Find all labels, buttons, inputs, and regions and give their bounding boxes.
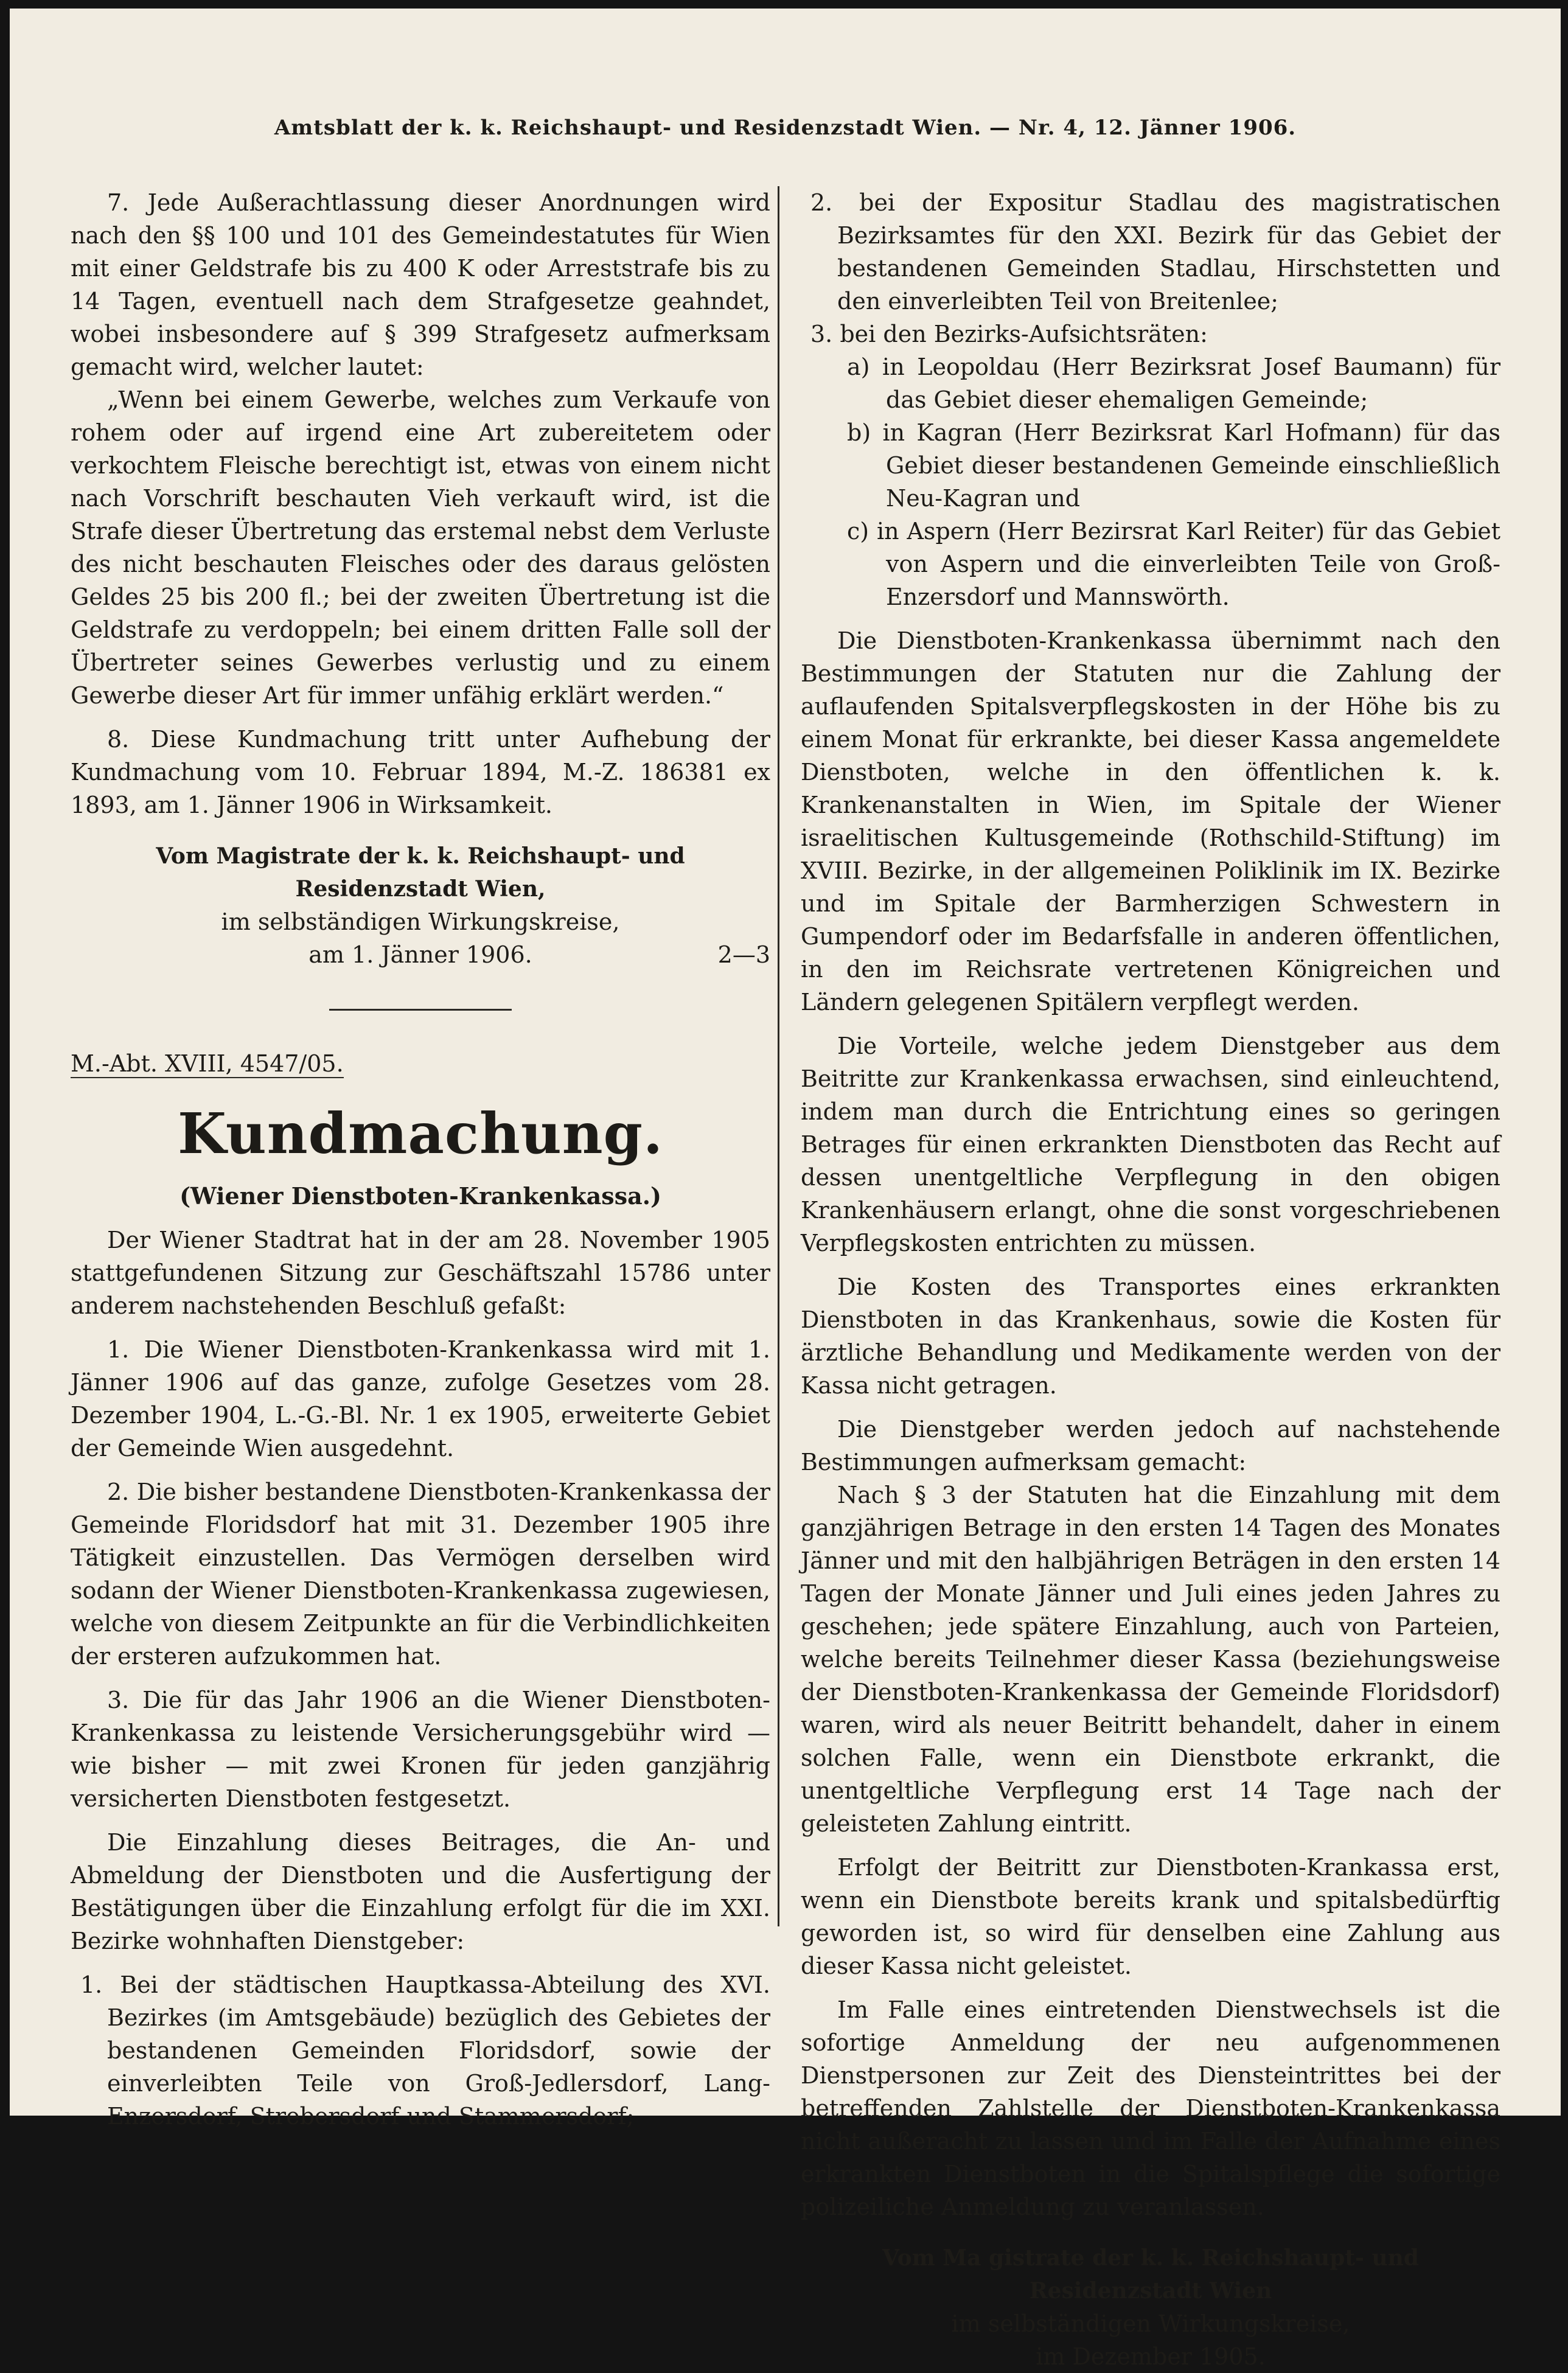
notice-paragraph: Die Dienstgeber werden jedoch auf nachstehende Bestimmungen aufmerksam gemacht:	[801, 1416, 1500, 1476]
right-column	[801, 186, 1500, 2373]
date-right: im Dezember 1905.	[1036, 2343, 1266, 2370]
item-1: 1. Die Wiener Dienstboten-Krankenkassa wird mit 1. Jänner 1906 auf das ganze, zufolge Gesetzes vom 28. Dezember 1904, L.-G.-Bl. Nr. 1 ex 1905, erweiterte Gebiet der Gemeinde Wien ausgedehnt.	[71, 1336, 770, 1462]
service-change-paragraph: Im Falle eines eintretenden Dienstwechsels ist die sofortige Anmeldung der neu aufgenommenen Dienstpersonen zur Zeit des Diensteintrittes bei der betreffenden Zahlstelle der Dienstboten-Krankenkassa nicht außeracht zu lassen und im Falle der Aufnahme eines erkrankten Dienstboten in die Spitalspflege die sofortige polizeiliche Anmeldung zu veranlassen.	[801, 1996, 1500, 2220]
statute-paragraph: Nach § 3 der Statuten hat die Einzahlung mit dem ganzjährigen Betrage in den ersten 14 Tagen des Monates Jänner und mit den halbjährigen Beträgen in den ersten 14 Tagen der Monate Jänner und Juli eines jeden Jahres zu geschehen; jede spätere Einzahlung, auch von Parteien, welche bereits Teilnehmer dieser Kassa (beziehungsweise der Dienstboten-Krankenkassa der Gemeinde Floridsdorf) waren, wird als neuer Beitritt behandelt, daher in einem solchen Falle, wenn ein Dienstbote erkrankt, die unentgeltliche Verpflegung erst 14 Tage nach der geleisteten Zahlung eintritt.	[801, 1482, 1500, 1837]
section-divider	[329, 1009, 512, 1011]
signature-subline-right: im selbständigen Wirkungskreise,	[951, 2310, 1350, 2337]
paragraph-7: 7. Jede Außerachtlassung dieser Anordnungen wird nach den §§ 100 und 101 des Gemeindestatutes für Wien mit einer Geldstrafe bis zu 400 K oder Arreststrafe bis zu 14 Tagen, eventuell nach dem Strafgesetze geahndet, wobei insbesondere auf § 399 Strafgesetz aufmerksam gemacht wird, welcher lautet:	[71, 189, 770, 380]
payment-location-1: 1. Bei der städtischen Hauptkassa-Abteilung des XVI. Bezirkes (im Amtsgebäude) bezüglich des Gebietes der bestandenen Gemeinden Floridsdorf, sowie der einverleibten Teile von Groß-Jedlersdorf, Lang-Enzersdorf, Strebersdorf und Stammersdorf;	[80, 1971, 770, 2130]
signature-line: Vom Magistrate der k. k. Reichshaupt- und Residenzstadt Wien,	[156, 843, 685, 902]
dateline	[71, 938, 770, 971]
payment-paragraph: Die Einzahlung dieses Beitrages, die An- und Abmeldung der Dienstboten und die Ausfertigung der Bestätigungen über die Einzahlung erfolgt für die im XXI. Bezirke wohnhaften Dienstgeber:	[71, 1829, 770, 1954]
signature-line-right: Vom Ma gistrate der k. k. Reichshaupt- und Residenzstadt Wien	[882, 2245, 1419, 2304]
location-3a: a) in Leopoldau (Herr Bezirksrat Josef Baumann) für das Gebiet dieser ehemaligen Gemeinde;	[847, 354, 1500, 413]
advantages-paragraph: Die Vorteile, welche jedem Dienstgeber aus dem Beitritte zur Krankenkassa erwachsen, sind einleuchtend, indem man durch die Entrichtung eines so geringen Betrages für einen erkrankten Dienstboten das Recht auf dessen unentgeltliche Verpflegung in den obigen Krankenhäusern erlangt, ohne die sonst vorgeschriebenen Verpflegskosten entrichten zu müssen.	[801, 1033, 1500, 1256]
quote-paragraph: „Wenn bei einem Gewerbe, welches zum Verkaufe von rohem oder auf irgend eine Art zubereitetem oder verkochtem Fleische berechtigt ist, etwas von einem nicht nach Vorschrift beschauten Vieh verkauft wird, ist die Strafe dieser Übertretung das erstemal nebst dem Verluste des nicht beschauten Fleisches oder des daraus gelösten Geldes 25 bis 200 fl.; bei der zweiten Übertretung ist die Geldstrafe zu verdoppeln; bei einem dritten Falle soll der Übertreter seines Gewerbes verlustig und zu einem Gewerbe dieser Art für immer unfähig erklärt werden.“	[71, 386, 770, 709]
section-title: Kundmachung.	[177, 1101, 664, 1166]
column-divider	[778, 186, 779, 1926]
late-joining-paragraph: Erfolgt der Beitritt zur Dienstboten-Krankassa erst, wenn ein Dienstbote bereits krank und spitalsbedürftig geworden ist, so wird für denselben eine Zahlung aus dieser Kassa nicht geleistet.	[801, 1854, 1500, 1979]
item-3: 3. Die für das Jahr 1906 an die Wiener Dienstboten-Krankenkassa zu leistende Versicherungsgebühr wird — wie bisher — mit zwei Kronen für jeden ganzjährig versicherten Dienstboten festgesetzt.	[71, 1687, 770, 1812]
costs-paragraph: Die Kosten des Transportes eines erkrankten Dienstboten in das Krankenhaus, sowie die Kosten für ärztliche Behandlung und Medikamente werden von der Kassa nicht getragen.	[801, 1274, 1500, 1399]
location-3c: c) in Aspern (Herr Bezirsrat Karl Reiter) für das Gebiet von Aspern und die einverleibten Teile von Groß-Enzersdorf und Mannswörth.	[847, 518, 1500, 610]
issue-number: 2—3	[717, 941, 770, 968]
date-text: am 1. Jänner 1906.	[308, 941, 532, 968]
item-2: 2. Die bisher bestandene Dienstboten-Krankenkassa der Gemeinde Floridsdorf hat mit 31. Dezember 1905 ihre Tätigkeit einzustellen. Das Vermögen derselben wird sodann der Wiener Dienstboten-Krankenkassa zugewiesen, welche von diesem Zeitpunkte an für die Verbindlichkeiten der ersteren aufzukommen hat.	[71, 1479, 770, 1670]
reference-text: M.-Abt. XVIII, 4547/05.	[71, 1050, 344, 1077]
paragraph-8: 8. Diese Kundmachung tritt unter Aufhebung der Kundmachung vom 10. Februar 1894, M.-Z. 186381 ex 1893, am 1. Jänner 1906 in Wirksamkeit.	[71, 726, 770, 818]
coverage-paragraph: Die Dienstboten-Krankenkassa übernimmt nach den Bestimmungen der Statuten nur die Zahlung der auflaufenden Spitalsverpflegskosten in der Höhe bis zu einem Monat für erkrankte, bei dieser Kassa angemeldete Dienstboten, welche in den öffentlichen k. k. Krankenanstalten in Wien, im Spitale der Wiener israelitischen Kultusgemeinde (Rothschild-Stiftung) im XVIII. Bezirke, in der allgemeinen Poliklinik im IX. Bezirke und im Spitale der Barmherzigen Schwestern in Gumpendorf oder im Bedarfsfalle in anderen öffentlichen, in den im Reichsrate vertretenen Königreichen und Ländern gelegenen Spitälern verpflegt werden.	[801, 627, 1500, 1016]
signature-subline: im selbständigen Wirkungskreise,	[221, 908, 620, 935]
payment-location-2: 2. bei der Expositur Stadlau des magistratischen Bezirksamtes für den XXI. Bezirk für das Gebiet der bestandenen Gemeinden Stadlau, Hirschstetten und den einverleibten Teil von Breitenlee;	[810, 189, 1500, 315]
reference-number	[71, 1047, 770, 1080]
document-page	[10, 9, 1561, 2370]
location-3b: b) in Kagran (Herr Bezirksrat Karl Hofmann) für das Gebiet dieser bestandenen Gemeinde einschließlich Neu-Kagran und	[847, 419, 1500, 512]
section-subtitle: (Wiener Dienstboten-Krankenkassa.)	[179, 1182, 661, 1210]
left-column	[71, 186, 770, 2133]
intro-paragraph: Der Wiener Stadtrat hat in der am 28. November 1905 stattgefundenen Sitzung zur Geschäftszahl 15786 unter anderem nachstehenden Beschluß gefaßt:	[71, 1227, 770, 1319]
page-header: Amtsblatt der k. k. Reichshaupt- und Residenzstadt Wien. — Nr. 4, 12. Jänner 1906.	[274, 116, 1297, 140]
payment-location-3: 3. bei den Bezirks-Aufsichtsräten:	[810, 321, 1208, 347]
